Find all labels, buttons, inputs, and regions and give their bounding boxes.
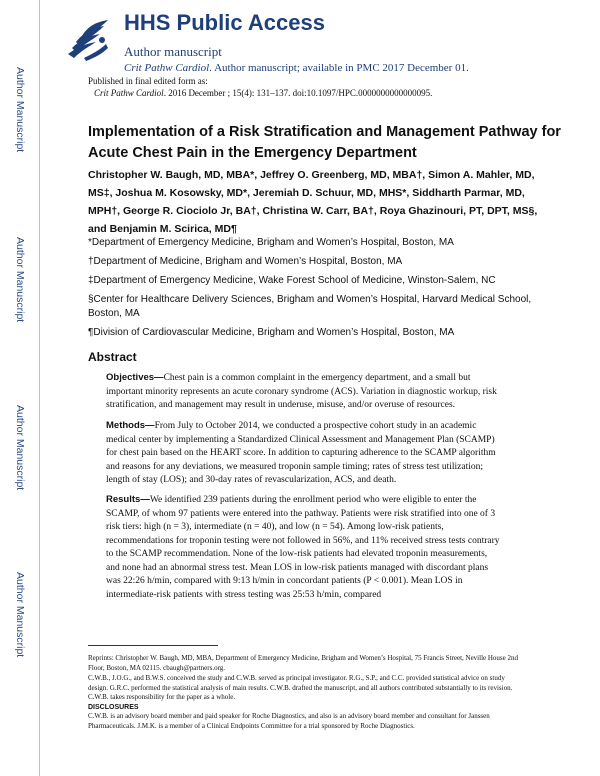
- methods-label: Methods—: [106, 420, 155, 431]
- results-label: Results—: [106, 494, 150, 505]
- affiliation: *Department of Emergency Medicine, Brigham and Women’s Hospital, Boston, MA: [88, 237, 454, 248]
- hhs-citation: [124, 62, 469, 74]
- abstract-results: [106, 493, 501, 602]
- hhs-subtitle: Author manuscript: [124, 44, 222, 59]
- results-text: We identified 239 patients during the enrollment period who were eligible to enter the SCAMP, of whom 97 patients were entered into the pathway. Patients were risk stratified into one of 3 risk tiers: high (n = 3), intermediate (n = 40), and low (n = 54). Among low-risk patients, recommendations for troponin testing were not followed in 56%, and 11% received stress tests contrary to the SCAMP recommendation. None of the low-risk patients had elevated troponin measurements, and none had an abnormal stress test. Mean LOS in low-risk patients managed with discordant plans was 22:26 h/min, compared with 9:13 h/min in concordant patients (P < 0.001). Mean LOS in intermediate-risk patients with stress testing was 25:53 h/min, compared: [106, 495, 500, 600]
- objectives-label: Objectives—: [106, 372, 164, 383]
- citation-rest: . Author manuscript; available in PMC 2017 December 01.: [209, 62, 469, 74]
- objectives-text: Chest pain is a common complaint in the emergency department, and a small but important minority represents an acute coronary syndrome (ACS). Variation in diagnostic workup, risk stratification, and management may result in underuse, misuse, and/or overuse of resources.: [106, 373, 497, 410]
- methods-text: From July to October 2014, we conducted a prospective cohort study in an academic medical center by implementing a Standardized Clinical Assessment and Management Plan (SCAMP) for chest pain based on the HEART score. In addition to capturing adherence to the SCAMP algorithm and reasons for any deviations, we measured troponin sample timing; rates of stress test utilization; length of stay (LOS); and 30-day rates of revascularization, ACS, and death.: [106, 421, 496, 485]
- hhs-eagle-logo-icon: [62, 14, 114, 66]
- citation-journal: Crit Pathw Cardiol: [124, 62, 210, 74]
- footnote-rule: [88, 645, 218, 646]
- disclosures-label: DISCLOSURES: [88, 704, 139, 711]
- author-line: MS‡, Joshua M. Kosowsky, MD*, Jeremiah D. Schuur, MD, MHS*, Siddharth Parmar, MD,: [88, 187, 525, 199]
- author-manuscript-sidebar: [0, 0, 40, 776]
- publication-line1: Published in final edited form as:: [88, 76, 208, 86]
- abstract-heading: Abstract: [88, 350, 137, 364]
- abstract-objectives: [106, 371, 501, 413]
- sidebar-label: Author Manuscript: [14, 405, 26, 491]
- sidebar-label: Author Manuscript: [14, 237, 26, 323]
- footnote-reprints: Reprints: Christopher W. Baugh, MD, MBA, Department of Emergency Medicine, Brigham and Women’s Hospital, 75 Francis Street, Neville House 2nd Floor, Boston, MA 02115. cbaugh@partners.org.: [88, 654, 519, 672]
- affiliation: ¶Division of Cardiovascular Medicine, Brigham and Women’s Hospital, Boston, MA: [88, 327, 455, 338]
- sidebar-label: Author Manuscript: [14, 572, 26, 658]
- sidebar-divider: [39, 0, 40, 776]
- footnote-disclosures: C.W.B. is an advisory board member and paid speaker for Roche Diagnostics, and also is an advisory board member and consultant for Janssen Pharmaceuticals. J.M.K. is a member of a Clinical Endpoints Committee for a trial sponsored by Roche Diagnostics.: [88, 712, 490, 730]
- sidebar-label: Author Manuscript: [14, 67, 26, 153]
- author-line: and Benjamin M. Scirica, MD¶: [88, 223, 237, 235]
- publication-line2: [88, 87, 432, 99]
- publication-details: . 2016 December ; 15(4): 131–137. doi:10.1097/HPC.0000000000000095.: [163, 88, 433, 98]
- footnote-contributions: C.W.B., J.O.G., and B.W.S. conceived the study and C.W.B. served as principal investigator. R.G., S.P., and C.C. provided statistical advice on study design. G.R.C. performed the statistical analysis of main results. C.W.B. drafted the manuscript, and all authors contributed substantially to its revision. C.W.B. takes responsibility for the paper as a whole.: [88, 674, 513, 701]
- abstract-methods: [106, 419, 501, 488]
- author-list: [88, 166, 558, 238]
- affiliation: †Department of Medicine, Brigham and Women’s Hospital, Boston, MA: [88, 256, 403, 267]
- publication-journal: Crit Pathw Cardiol: [94, 88, 164, 98]
- author-line: Christopher W. Baugh, MD, MBA*, Jeffrey O. Greenberg, MD, MBA†, Simon A. Mahler, MD,: [88, 169, 535, 181]
- affiliation: ‡Department of Emergency Medicine, Wake Forest School of Medicine, Winston-Salem, NC: [88, 275, 496, 286]
- article-title: Implementation of a Risk Stratification and Management Pathway for Acute Chest Pain in the Emergency Department: [88, 124, 561, 161]
- hhs-header: [62, 6, 582, 76]
- author-line: MPH†, George R. Ciociolo Jr, BA†, Christina W. Carr, BA†, Roya Ghazinouri, PT, DPT, MS§,: [88, 205, 538, 217]
- publication-info: [88, 75, 432, 99]
- hhs-title: HHS Public Access: [124, 10, 325, 35]
- affiliation: §Center for Healthcare Delivery Sciences, Brigham and Women’s Hospital, Harvard Medical School, Boston, MA: [88, 294, 532, 319]
